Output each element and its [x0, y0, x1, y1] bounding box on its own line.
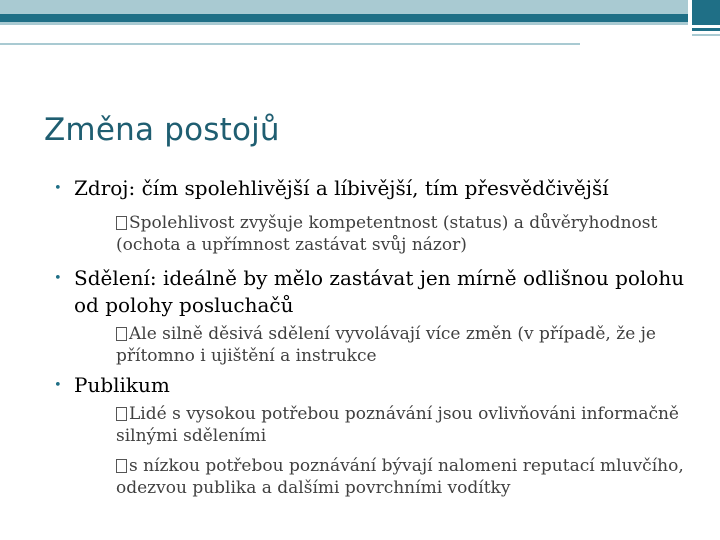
- bullet-item-publikum: [54, 372, 704, 399]
- sub-item: [116, 212, 696, 256]
- bullet-dot: •: [54, 378, 62, 393]
- missing-glyph-icon: [116, 407, 127, 421]
- sub-item-text: Ale silně děsivá sdělení vyvolávají více změn (v případě, že je přítomno i ujištění a instrukce: [116, 324, 656, 366]
- bullet-item-sdeleni: [54, 265, 704, 319]
- sub-item: [116, 323, 696, 367]
- missing-glyph-icon: [116, 216, 127, 230]
- missing-glyph-icon: [116, 327, 127, 341]
- header-band-dark: [0, 14, 688, 22]
- missing-glyph-icon: [116, 459, 127, 473]
- sub-item: [116, 455, 696, 499]
- corner-block: [692, 0, 720, 25]
- header-band-light: [0, 0, 688, 14]
- sub-item-text: Spolehlivost zvyšuje kompetentnost (status) a důvěryhodnost (ochota a upřímnost zastávat svůj názor): [116, 213, 658, 255]
- bullet-item-zdroj: [54, 175, 704, 202]
- bullet-text: Sdělení: ideálně by mělo zastávat jen mírně odlišnou polohu od polohy posluchačů: [74, 266, 685, 317]
- bullet-dot: •: [54, 271, 62, 286]
- bullet-text: Zdroj: čím spolehlivější a líbivější, tím přesvědčivější: [74, 176, 609, 200]
- header-band-thin: [0, 22, 688, 25]
- sub-item: [116, 403, 696, 447]
- corner-line: [692, 28, 720, 31]
- sub-item-text: Lidé s vysokou potřebou poznávání jsou ovlivňováni informačně silnými sděleními: [116, 404, 679, 446]
- sub-item-text: s nízkou potřebou poznávání bývají nalomeni reputací mluvčího, odezvou publika a dalšími povrchními vodítky: [116, 456, 684, 498]
- bullet-dot: •: [54, 181, 62, 196]
- bullet-text: Publikum: [74, 373, 170, 397]
- corner-line-light: [692, 34, 720, 36]
- slide-title: Změna postojů: [44, 112, 280, 148]
- header-rule: [0, 43, 580, 45]
